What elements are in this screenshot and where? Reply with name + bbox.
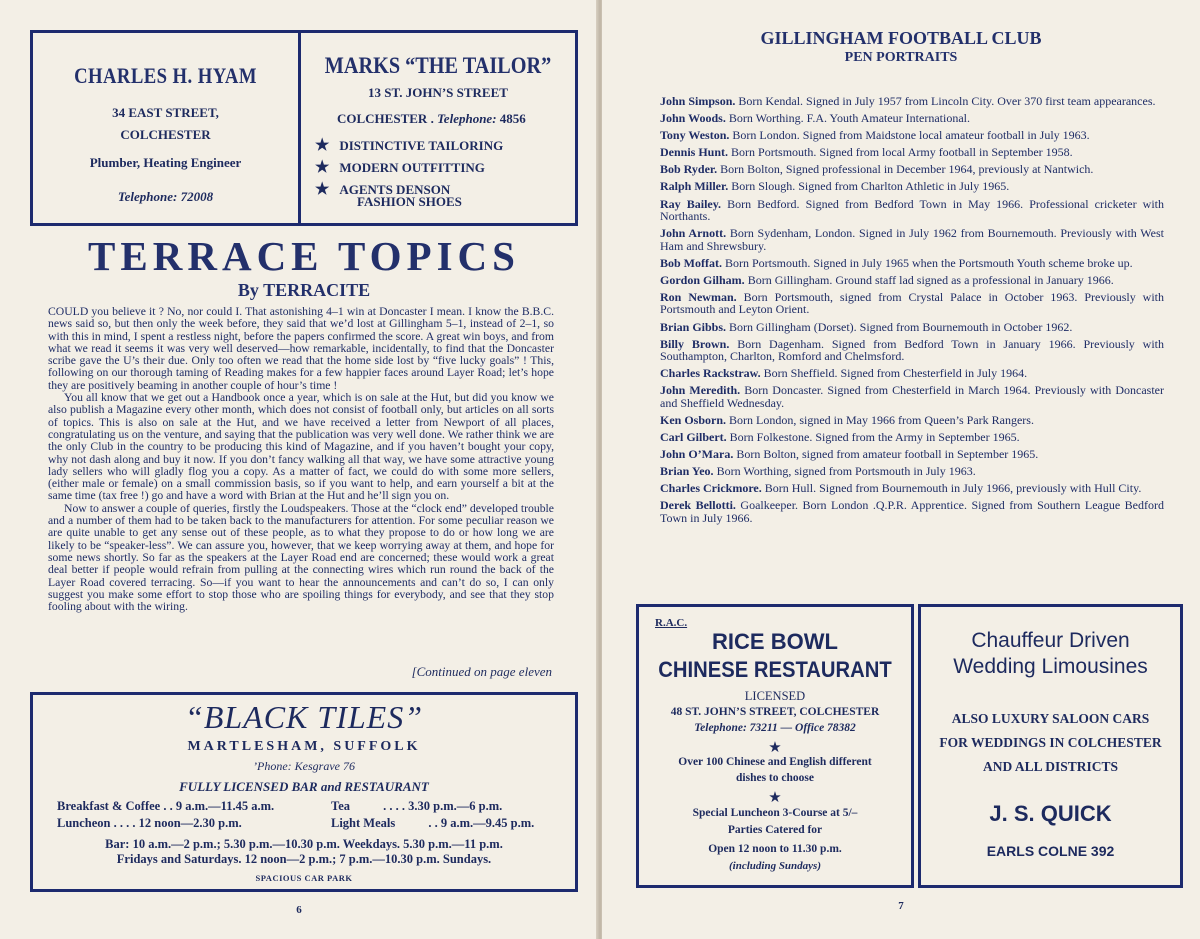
player-name: Brian Yeo.: [660, 464, 714, 479]
pen-portrait: [660, 338, 1164, 363]
rice-bowl-title2: CHINESE RESTAURANT: [658, 657, 892, 682]
top-advert-box: [30, 30, 578, 226]
player-details: Born Kendal. Signed in July 1957 from Lincoln City. Over 370 first team appearances.: [738, 94, 1156, 108]
player-details: Born Sheffield. Signed from Chesterfield in July 1964.: [763, 366, 1028, 381]
pen-portrait: [660, 482, 1164, 495]
pen-portrait: [660, 146, 1164, 159]
pen-portrait: [660, 384, 1164, 409]
black-tiles-advert: [30, 692, 578, 892]
pen-portrait: [660, 448, 1164, 461]
marks-item-extra: FASHION SHOES: [357, 194, 462, 209]
pen-portrait: [660, 227, 1164, 252]
player-name: Charles Crickmore.: [660, 481, 762, 496]
black-tiles-title: “BLACK TILES”: [185, 699, 423, 735]
black-tiles-subtitle: FULLY LICENSED BAR and RESTAURANT: [179, 779, 429, 794]
player-name: Ray Bailey.: [660, 196, 722, 211]
quick-line2: FOR WEDDINGS IN COLCHESTER: [939, 735, 1162, 750]
player-details: Born Bedford. Signed from Bedford Town in May 1966. Professional cricketer with Northants.: [660, 196, 1164, 224]
menu-time: 9 a.m.—9.45 p.m.: [440, 816, 535, 830]
player-name: John Simpson.: [660, 94, 736, 108]
marks-address: 13 ST. JOHN’S STREET: [368, 85, 508, 100]
hyam-trade: Plumber, Heating Engineer: [89, 155, 242, 170]
pen-portrait: [660, 129, 1164, 142]
quick-line1: ALSO LUXURY SALOON CARS: [951, 711, 1150, 726]
player-name: John Arnott.: [660, 226, 727, 241]
star-icon: ★: [315, 181, 330, 198]
menu-time: 9 a.m.—11.45 a.m.: [175, 799, 275, 813]
menu-time: . . 12 noon—2.30 p.m.: [126, 816, 242, 830]
menu-row: [331, 816, 534, 831]
rice-bowl-line4: Parties Catered for: [727, 824, 823, 836]
hyam-phone: Telephone: 72008: [117, 189, 214, 204]
player-name: Billy Brown.: [660, 336, 730, 351]
marks-item: AGENTS DENSON: [339, 182, 451, 197]
player-details: Born Gillingham (Dorset). Signed from Bournemouth in October 1962.: [729, 319, 1073, 334]
player-details: Born Hull. Signed from Bournemouth in July 1966, previously with Hull City.: [764, 481, 1142, 496]
rice-bowl-address: 48 ST. JOHN’S STREET, COLCHESTER: [670, 706, 880, 718]
player-name: Ralph Miller.: [660, 179, 729, 194]
quick-advert: [918, 604, 1183, 888]
player-name: John Meredith.: [660, 383, 741, 398]
pen-portrait: [660, 414, 1164, 427]
rice-bowl-line3: Special Luncheon 3-Course at 5/–: [692, 807, 858, 819]
pen-portrait: [660, 291, 1164, 316]
menu-dots: . . . .: [383, 799, 405, 813]
menu-item: Luncheon . .: [57, 816, 123, 830]
bar-hours-2: Fridays and Saturdays. 12 noon—2 p.m.; 7 p.m.—10.30 p.m. Sundays.: [116, 852, 492, 866]
rac-badge: R.A.C.: [655, 617, 688, 629]
rice-bowl-line6: (including Sundays): [729, 860, 821, 872]
pen-portrait: [660, 367, 1164, 380]
rice-bowl-line1: Over 100 Chinese and English different: [678, 756, 872, 768]
player-details: Born Sydenham, London. Signed in July 1962 from Bournemouth. Previously with West Ham and Shrewsbury.: [660, 226, 1164, 253]
quick-title1: Chauffeur Driven: [971, 629, 1130, 652]
pen-portrait: [660, 198, 1164, 223]
article-continued: [Continued on page eleven: [411, 664, 552, 679]
menu-time: 3.30 p.m.—6 p.m.: [408, 799, 503, 813]
pen-portrait: [660, 257, 1164, 270]
player-name: Ron Newman.: [660, 289, 737, 304]
marks-item: MODERN OUTFITTING: [339, 160, 485, 175]
pen-portraits-list: [660, 95, 1164, 529]
rice-bowl-phone: Telephone: 73211 — Office 78382: [694, 722, 856, 734]
player-details: Born Gillingham. Ground staff lad signed as a professional in January 1966.: [747, 272, 1114, 287]
rice-bowl-advert: [636, 604, 914, 888]
hyam-address1: 34 EAST STREET,: [112, 105, 219, 120]
star-icon: ★: [768, 740, 782, 756]
player-name: Bob Ryder.: [660, 162, 718, 177]
marks-phone: 4856: [499, 111, 526, 126]
section-title: PEN PORTRAITS: [844, 50, 958, 65]
player-name: John Woods.: [660, 111, 726, 126]
article-paragraph: Now to answer a couple of queries, firstly the Loudspeakers. Those at the “clock end” developed trouble and a number of them had to be taken back to the manufacturers for attention. For some peculiar reason we are quite unable to get any sense out of these people, as to what they propose to do or how long we are likely to be “speaker-less”. We can assure you, however, that we keep worrying away at them, and hope for some news shortly. So far as the speakers at the Layer Road end are concerned; these would work a great deal better if people would refrain from pulling at the connecting wires which run round the back of the Layer Road covered terracing. So—if you want to hear the announcements and can’t do so, I can only suggest you make some effort to stop those who are spoiling things for everybody, and see that they stop fooling about with the wiring.: [48, 501, 554, 614]
player-name: Tony Weston.: [660, 128, 730, 143]
player-details: Born Bolton, signed from amateur football in September 1965.: [736, 447, 1039, 462]
pen-portrait: [660, 163, 1164, 176]
pen-portrait: [660, 431, 1164, 444]
player-details: Born Slough. Signed from Charlton Athletic in July 1965.: [731, 179, 1010, 194]
pen-portrait: [660, 274, 1164, 287]
quick-name: J. S. QUICK: [989, 801, 1112, 826]
player-details: Born Folkestone. Signed from the Army in September 1965.: [729, 430, 1020, 444]
player-details: Born Worthing, signed from Portsmouth in July 1963.: [716, 464, 976, 479]
page-number: 7: [898, 900, 904, 912]
player-name: Brian Gibbs.: [660, 319, 727, 334]
black-tiles-phone: ’Phone: Kesgrave 76: [253, 759, 355, 773]
article-title: TERRACE TOPICS: [88, 233, 520, 279]
player-name: Ken Osborn.: [660, 412, 727, 427]
article-body: [48, 306, 554, 613]
rice-bowl-title1: RICE BOWL: [712, 629, 838, 654]
quick-line3: AND ALL DISTRICTS: [982, 759, 1119, 774]
star-icon: ★: [315, 137, 330, 154]
star-icon: ★: [315, 159, 330, 176]
menu-row: [57, 799, 274, 814]
player-details: Born Dagenham. Signed from Bedford Town in January 1966. Previously with Southampton, Charlton, Romford and Chelmsford.: [660, 336, 1164, 364]
bar-hours-1: Bar: 10 a.m.—2 p.m.; 5.30 p.m.—10.30 p.m. Weekdays. 5.30 p.m.—11 p.m.: [105, 837, 503, 851]
page-number: 6: [296, 904, 302, 916]
player-name: Dennis Hunt.: [660, 145, 729, 160]
marks-item: DISTINCTIVE TAILORING: [339, 138, 504, 153]
marks-town: COLCHESTER: [337, 111, 428, 126]
right-page: [602, 0, 1200, 939]
player-name: Charles Rackstraw.: [660, 366, 761, 381]
article-paragraph: COULD you believe it ? No, nor could I. That astonishing 4–1 win at Doncaster I mean. I know the B.B.C. news said so, but then only the week before, they said that we’d lost at Gillingham 5–1, instead of 2–1, so with this in mind, I spent a restless night, before the papers confirmed the score. A great win boys, and from what we read it seems it was very well deserved—how remarkable, incidentally, to find that the Doncaster scribe gave the U’s their due. Only too often we read that the home side lost by “five lucky goals” ! This, following on our thorough taming of Reading makes for a few happier faces around Layer Road; let’s hope they are positively beaming in another couple of hour’s time !: [48, 305, 554, 392]
player-details: Born Worthing. F.A. Youth Amateur International.: [728, 111, 970, 126]
menu-dots: . .: [428, 816, 438, 830]
player-details: Born Doncaster. Signed from Chesterfield in March 1964. Previously with Doncaster and Sheffield Wednesday.: [660, 383, 1164, 410]
black-tiles-location: MARTLESHAM, SUFFOLK: [187, 739, 421, 754]
menu-item: Light Meals: [331, 816, 396, 830]
player-details: Born London, signed in May 1966 from Queen’s Park Rangers.: [729, 412, 1034, 427]
star-icon: ★: [768, 790, 782, 806]
player-name: Carl Gilbert.: [660, 430, 727, 444]
marks-title: MARKS “THE TAILOR”: [324, 53, 552, 78]
player-details: Born London. Signed from Maidstone local amateur football in July 1963.: [732, 128, 1090, 143]
rice-bowl-line2: dishes to choose: [736, 772, 814, 784]
pen-portrait: [660, 499, 1164, 524]
player-details: Born Portsmouth. Signed from local Army football in September 1958.: [731, 145, 1073, 160]
menu-item: Tea: [331, 799, 350, 813]
menu-item: Breakfast & Coffee . .: [57, 799, 173, 813]
article-byline: By TERRACITE: [237, 280, 371, 300]
pen-portrait: [660, 112, 1164, 125]
article-paragraph: You all know that we get out a Handbook once a year, which is on sale at the Hut, but did you know we also publish a Magazine every other month, which does not consist of football only, but articles on all sorts of topics. This is also on sale at the Hut, and we have received a letter from Newport of all places, congratulating us on the venture, and saying that the publication was very well done. We rather think we are the only Club in the country to be producing this kind of Magazine, and if you haven’t bought your copy, why not dash along and buy it now. If you don’t fancy walking all that way, we have some attractive young lady sellers who will gladly flog you a copy. As a matter of fact, we could do with some more sellers, (either male or female) on a small commission basis, so if you want to help, and earn yourself a bit at the same time (tax free !) go and have a word with Brian at the Hut and he’ll sign you on.: [48, 391, 554, 503]
marks-phone-label: Telephone:: [437, 111, 497, 126]
player-details: Goalkeeper. Born London .Q.P.R. Apprentice. Signed from Southern League Bedford Town in July 1966.: [660, 498, 1165, 525]
pen-portrait: [660, 180, 1164, 193]
club-title: GILLINGHAM FOOTBALL CLUB: [760, 28, 1042, 48]
menu-row: [57, 816, 242, 831]
player-name: Derek Bellotti.: [660, 498, 736, 513]
hyam-name: CHARLES H. HYAM: [74, 63, 257, 88]
pen-portrait: [660, 321, 1164, 334]
quick-title2: Wedding Limousines: [953, 655, 1148, 678]
marks-advert: MARKS “THE TAILOR” 13 ST. JOHN’S STREET COLCHESTER . Telephone: 4856 ★ DISTINCTIVE TAILORING ★ MODERN OUTFITTING ★ AGENTS DENSON FASHION SHOES: [301, 33, 575, 223]
hyam-advert: [33, 33, 301, 223]
player-details: Born Portsmouth, signed from Crystal Palace in October 1963. Previously with Portsmouth and Leyton Orient.: [660, 289, 1165, 317]
player-name: John O’Mara.: [660, 447, 734, 462]
pen-portrait: [660, 465, 1164, 478]
player-details: Born Portsmouth. Signed in July 1965 when the Portsmouth Youth scheme broke up.: [725, 255, 1133, 270]
rice-bowl-line5: Open 12 noon to 11.30 p.m.: [708, 843, 842, 855]
player-details: Born Bolton, Signed professional in December 1964, previously at Nantwich.: [720, 162, 1094, 177]
pen-portrait: [660, 95, 1164, 108]
quick-phone: EARLS COLNE 392: [986, 843, 1115, 859]
hyam-address2: COLCHESTER: [120, 127, 211, 142]
left-page: [0, 0, 598, 939]
black-tiles-parking: SPACIOUS CAR PARK: [255, 873, 353, 883]
rice-bowl-licensed: LICENSED: [744, 689, 806, 703]
menu-row: [331, 799, 502, 814]
player-name: Gordon Gilham.: [660, 272, 745, 287]
player-name: Bob Moffat.: [660, 255, 722, 270]
